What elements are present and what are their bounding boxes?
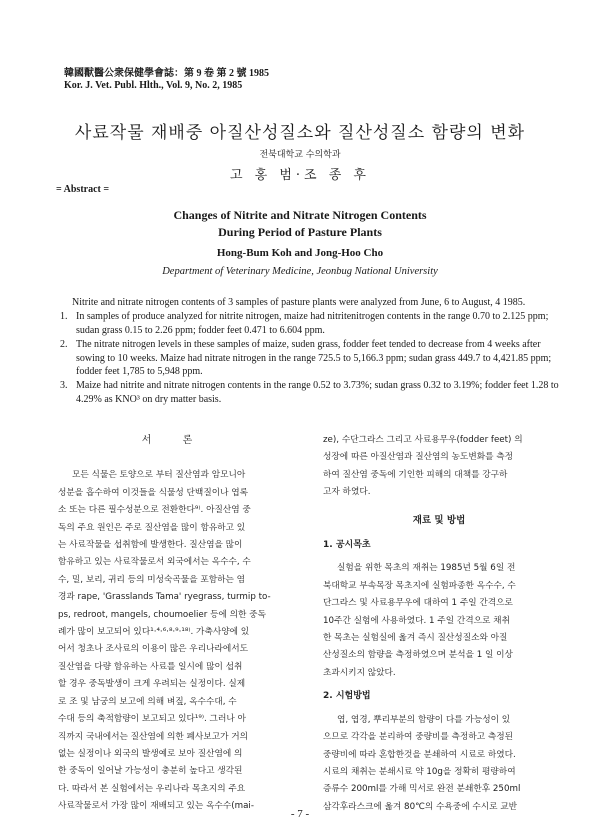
text-line: 엽, 엽경, 뿌리부분의 함량이 다를 가능성이 있 xyxy=(337,714,511,725)
text-line: 다. 따라서 본 실험에서는 우리나라 목초지의 주요 xyxy=(58,783,246,794)
introduction-continued xyxy=(323,432,555,502)
text-line: 시료의 채취는 분쇄시료 약 10g을 정확히 평량하여 xyxy=(323,766,516,777)
page-number: - 7 - xyxy=(290,808,310,820)
abstract-intro: Nitrite and nitrate nitrogen contents of 3 samples of pasture plants were analyzed from June, 6 to August, 4 1985. xyxy=(72,297,526,308)
text-line: 수, 밀, 보리, 귀리 등의 미성숙곡물을 포함하는 염 xyxy=(58,574,246,585)
abstract-point-number: 1. xyxy=(60,311,68,323)
text-line: 증류수 200ml를 가해 믹서로 완전 분쇄한후 250ml xyxy=(323,784,521,795)
text-line: 독의 주요 원인은 주로 질산염을 많이 함유하고 있 xyxy=(58,522,246,533)
text-line: 할 경우 중독발생이 크게 우려되는 실정이다. 실제 xyxy=(58,679,246,690)
text-line: 산성질소의 함량을 측정하였으며 분석을 1 일 이상 xyxy=(323,650,513,661)
text-line: 례가 많이 보고되어 있다¹·⁴·⁶·⁸·⁹·¹⁸⁾. 가축사양에 있 xyxy=(58,627,250,638)
korean-affiliation: 전북대학교 수의학과 xyxy=(259,150,341,160)
text-line: 북대학교 부속목장 목초지에 실험파종한 옥수수, 수 xyxy=(323,580,516,591)
right-column xyxy=(323,432,555,816)
text-line: 실험을 위한 목초의 재취는 1985년 5월 6일 전 xyxy=(337,563,516,574)
abstract-point-text: Maize had nitrite and nitrate nitrogen contents in the range 0.52 to 3.73%; sudan grass 0.32 to 3.19%; fodder feet 1.28 to 4.29% as KNO³ on dry matter basis. xyxy=(76,380,559,405)
text-line: 는 사료작물을 섭취함에 발생한다. 질산염을 많이 xyxy=(58,540,243,551)
abstract-label: = Abstract = xyxy=(56,184,110,195)
introduction-body xyxy=(58,467,290,815)
english-authors: Hong-Bum Koh and Jong-Hoo Cho xyxy=(216,247,384,259)
text-line: 단그라스 및 사료용무우에 대하여 1 주일 간격으로 xyxy=(323,598,513,609)
text-line: 고자 하였다. xyxy=(323,487,371,498)
abstract-point-text: The nitrate nitrogen levels in these samples of maize, suden grass, fodder feet tended to decrease from 4 weeks after sowing to 10 weeks. Maize had nitrate nitrogen in the range 725.5 to 5,166.3 ppm; sudan grass 449.7 to 4,421.85 ppm; fodder feet 1,785 to 5,948 ppm. xyxy=(76,339,552,378)
left-column xyxy=(58,432,290,816)
journal-citation xyxy=(64,68,269,92)
text-line: 중량비에 따라 혼합한것을 분쇄하여 시료로 하였다. xyxy=(323,749,516,760)
subheading-materials: 1. 공시목초 xyxy=(323,540,371,551)
text-line: 로 조 및 남궁의 보고에 의해 벼짚, 옥수수대, 수 xyxy=(58,696,237,707)
english-title xyxy=(0,207,600,241)
materials-body xyxy=(323,560,555,682)
section-heading-introduction: 서 론 xyxy=(141,435,207,446)
journal-line-korean: 韓國獸醫公衆保健學會誌：第 9 卷 第 2 號 1985 xyxy=(64,68,269,79)
section-heading-methods: 재료 및 방법 xyxy=(412,514,466,526)
text-line: 경과 rape, 'Grasslands Tama' ryegrass, turmip to- xyxy=(58,592,271,603)
text-line: 사료작물로서 가장 많이 재배되고 있는 옥수수(mai- xyxy=(58,801,254,812)
text-line: 소 또는 다른 필수성분으로 전환한다⁹⁾. 아질산염 중 xyxy=(58,505,251,516)
text-line: 삼각후라스크에 옮겨 80℃의 수욕중에 수시로 교반 xyxy=(323,801,518,812)
text-line: 성분을 흡수하여 이것들을 식물성 단백질이나 엽록 xyxy=(58,487,249,498)
abstract-point-number: 2. xyxy=(60,339,68,351)
abstract-body xyxy=(60,296,560,407)
text-line: ps, redroot, mangels, choumoelier 등에 의한 중독 xyxy=(58,609,266,620)
text-line: 한 목초는 실험실에 옮겨 즉시 질산성질소와 아질 xyxy=(323,633,508,644)
english-department: Department of Veterinary Medicine, Jeonbug National University xyxy=(162,266,438,277)
text-line: 함유하고 있는 사료작물로서 외국에서는 옥수수, 수 xyxy=(58,557,251,568)
text-line: ze), 수단그라스 그리고 사료용무우(fodder feet) 의 xyxy=(323,435,523,445)
abstract-point xyxy=(60,379,560,406)
korean-authors: 고 홍 범·조 종 후 xyxy=(229,168,370,183)
abstract-point xyxy=(60,338,560,378)
text-line: 한 중독이 일어날 가능성이 충분히 높다고 생각된 xyxy=(58,766,243,777)
text-line: 직까지 국내에서는 질산염에 의한 폐사보고가 거의 xyxy=(58,731,249,742)
korean-title: 사료작물 재배중 아질산성질소와 질산성질소 함량의 변화 xyxy=(74,123,526,143)
subheading-test-method: 2. 시험방법 xyxy=(323,691,371,702)
journal-line-english: Kor. J. Vet. Publ. Hlth., Vol. 9, No. 2, 1985 xyxy=(64,80,243,91)
english-title-line-2: During Period of Pasture Plants xyxy=(218,225,382,239)
text-line: 초과시키지 않았다. xyxy=(323,667,396,678)
text-line: 수대 등의 축적함량이 보고되고 있다¹⁹⁾. 그러나 아 xyxy=(58,714,246,725)
abstract-point-number: 3. xyxy=(60,380,68,392)
text-line: 으므로 각각을 분리하여 중량비를 측정하고 측정된 xyxy=(323,732,514,743)
abstract-point-text: In samples of produce analyzed for nitrite nitrogen, maize had nitritenitrogen contents in the range 0.70 to 2.125 ppm; sudan grass 0.15 to 2.26 ppm; fodder feet 0.471 to 6.604 ppm. xyxy=(76,311,549,336)
text-line: 질산염을 다량 함유하는 사료를 일시에 많이 섭취 xyxy=(58,661,243,672)
text-line: 10주간 실험에 사용하였다. 1 주일 간격으로 채취 xyxy=(323,615,510,626)
text-line: 성장에 따른 아질산염과 질산염의 농도변화를 측정 xyxy=(323,452,514,463)
text-line: 모든 식물은 토양으로 부터 질산염과 암모니아 xyxy=(72,470,246,481)
text-line: 어서 청초나 조사료의 이용이 많은 우리나라에서도 xyxy=(58,644,249,655)
english-title-line-1: Changes of Nitrite and Nitrate Nitrogen Contents xyxy=(173,208,427,222)
text-line: 없는 실정이나 외국의 발생예로 보아 질산염에 의 xyxy=(58,748,243,759)
abstract-point xyxy=(60,310,560,337)
text-line: 하여 질산염 중독에 기인한 피해의 대책를 강구하 xyxy=(323,469,508,480)
test-method-body xyxy=(323,712,555,816)
